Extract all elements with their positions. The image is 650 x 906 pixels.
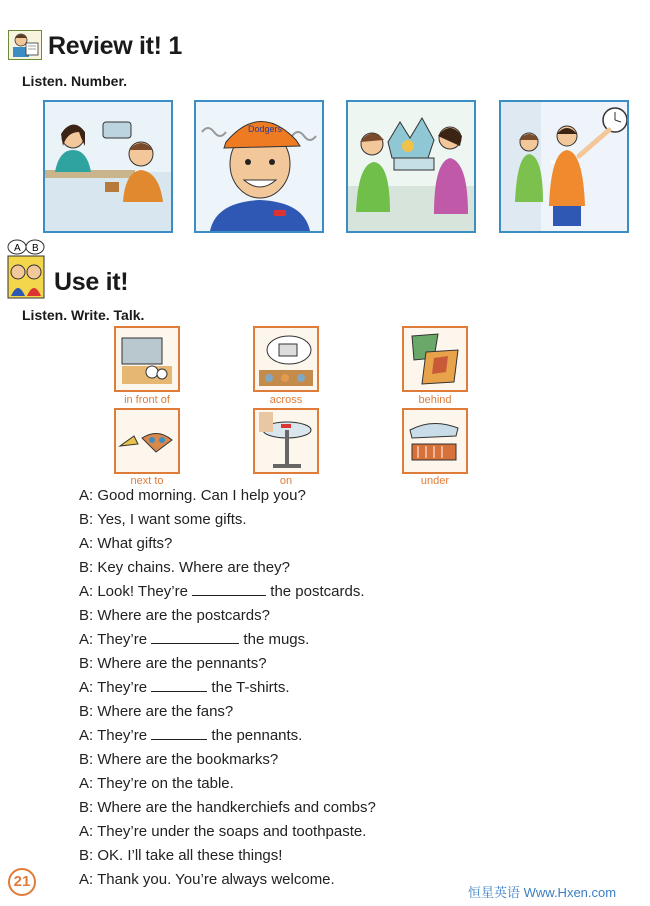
dialogue-line-5: A: Look! They’re the postcards. xyxy=(79,583,365,600)
answer-blank[interactable] xyxy=(151,679,207,692)
dialogue-line-4: B: Key chains. Where are they? xyxy=(79,559,290,576)
use-it-instruction: Listen. Write. Talk. xyxy=(22,307,145,323)
review-picture-3 xyxy=(346,100,476,233)
dialogue-line-11: A: They’re the pennants. xyxy=(79,727,303,744)
dialogue-line-9: A: They’re the T-shirts. xyxy=(79,679,290,696)
dialogue-line-15: A: They’re under the soaps and toothpaste. xyxy=(79,823,367,840)
vocab-label-on: on xyxy=(279,475,293,487)
review-title: Review it! 1 xyxy=(48,32,182,60)
review-instruction: Listen. Number. xyxy=(22,73,128,89)
badge-b-text: B xyxy=(32,243,39,254)
dialogue-line-10: B: Where are the fans? xyxy=(79,703,234,720)
watermark: 恒星英语 Www.Hxen.com xyxy=(468,885,617,900)
use-it-title: Use it! xyxy=(54,268,129,296)
dialogue-line-1: A: Good morning. Can I help you? xyxy=(79,487,306,504)
vocab-label-next-to: next to xyxy=(130,475,164,487)
review-reading-icon xyxy=(8,30,42,60)
dialogue-line-7: A: They’re the mugs. xyxy=(79,631,310,648)
answer-blank[interactable] xyxy=(151,631,239,644)
vocab-card-across xyxy=(253,326,319,392)
review-picture-4 xyxy=(499,100,629,233)
vocab-card-next-to xyxy=(114,408,180,474)
dialogue-line-2: B: Yes, I want some gifts. xyxy=(79,511,247,528)
vocab-label-behind: behind xyxy=(418,394,452,406)
review-picture-1 xyxy=(43,100,173,233)
vocab-label-under: under xyxy=(420,475,450,487)
dialogue-line-12: B: Where are the bookmarks? xyxy=(79,751,279,768)
badge-a-text: A xyxy=(14,243,21,254)
dialogue-line-13: A: They’re on the table. xyxy=(79,775,234,792)
dialogue-line-16: B: OK. I’ll take all these things! xyxy=(79,847,283,864)
page-number: 21 xyxy=(8,868,36,896)
vocab-card-under xyxy=(402,408,468,474)
dialogue-line-3: A: What gifts? xyxy=(79,535,173,552)
answer-blank[interactable] xyxy=(192,583,266,596)
vocab-card-behind xyxy=(402,326,468,392)
dialogue-line-14: B: Where are the handkerchiefs and combs? xyxy=(79,799,376,816)
dialogue-line-17: A: Thank you. You’re always welcome. xyxy=(79,871,335,888)
vocab-card-in-front-of xyxy=(114,326,180,392)
review-picture-2 xyxy=(194,100,324,233)
answer-blank[interactable] xyxy=(151,727,207,740)
dialogue-line-8: B: Where are the pennants? xyxy=(79,655,267,672)
cap-logo-text: Dodgers xyxy=(248,124,283,134)
vocab-card-on xyxy=(253,408,319,474)
vocab-label-across: across xyxy=(269,394,303,406)
dialogue-line-6: B: Where are the postcards? xyxy=(79,607,270,624)
use-it-ab-icon xyxy=(6,238,46,300)
vocab-label-in-front-of: in front of xyxy=(124,394,170,406)
